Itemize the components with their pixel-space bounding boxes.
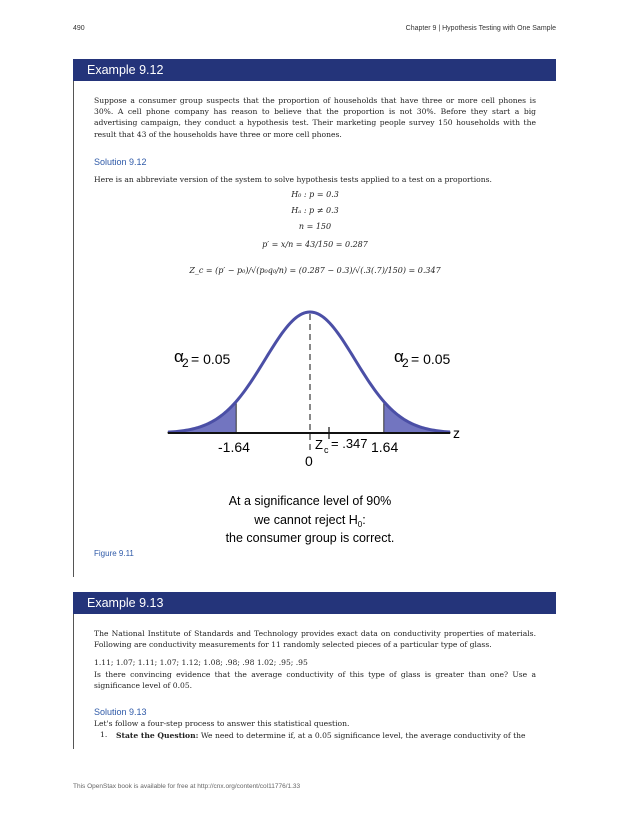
solution-912-title: Solution 9.12 <box>94 157 147 167</box>
axis-label-z: z <box>453 425 460 441</box>
conclusion-line-1: At a significance level of 90% <box>228 494 392 508</box>
right-tail-shade <box>384 401 450 433</box>
tick-label-left: -1.64 <box>218 439 250 455</box>
alpha-right-symbol: α <box>394 347 404 366</box>
alpha-left-value: = 0.05 <box>191 351 231 367</box>
chapter-title: Chapter 9 | Hypothesis Testing with One Sample <box>405 25 556 32</box>
step-1-heading: State the Question: <box>116 731 199 740</box>
figure-caption: Figure 9.11 <box>94 549 134 558</box>
alpha-right-denominator: 2 <box>402 356 409 370</box>
example-912-border <box>73 81 74 577</box>
equation-ha: Hₐ : p ≠ 0.3 <box>291 206 339 215</box>
equation-zc: Z_c = (p′ − p₀)/√(p₀q₀/n) = (0.287 − 0.3)/√(.3(.7)/150) = 0.347 <box>189 266 441 275</box>
page-footer: This OpenStax book is available for free at http://cnx.org/content/col11776/1.33 <box>73 783 301 790</box>
equation-h0: H₀ : p = 0.3 <box>291 190 339 199</box>
solution-912-intro: Here is an abbreviate version of the system to solve hypothesis tests applied to a test on a proportions. <box>94 175 492 184</box>
conclusion-line-2: we cannot reject $H_0$: <box>254 513 366 529</box>
zc-label: Z <box>315 437 323 452</box>
left-tail-shade <box>168 401 236 433</box>
zc-subscript: c <box>324 445 329 455</box>
equation-n: n = 150 <box>298 222 332 231</box>
alpha-left-symbol: α <box>174 347 184 366</box>
normal-curve-figure <box>160 300 470 550</box>
example-912-body: Suppose a consumer group suspects that the proportion of households that have three or more cell phones is 30%. A cell phone company has reason to believe that the proportion is not 30%. Before they start a big advertising campaign, they conduct a hypothesis test. Their marketing people survey 150 households with the result that 43 of the households have three or more cell phones. <box>94 96 536 139</box>
step-1-number: 1. <box>100 730 108 739</box>
alpha-left-denominator: 2 <box>182 356 189 370</box>
alpha-right-value: = 0.05 <box>411 351 451 367</box>
page-number: 490 <box>73 25 85 32</box>
example-913-body: The National Institute of Standards and Technology provides exact data on conductivity properties of materials. Following are conductivity measurements for 11 randomly selected pieces of a particular type of glass. <box>94 629 536 650</box>
zc-value: = .347 <box>331 436 368 451</box>
conclusion-line-3: the consumer group is correct. <box>225 531 395 545</box>
equation-p-prime: p′ = x/n = 43/150 = 0.287 <box>262 240 368 249</box>
example-913-question: Is there convincing evidence that the average conductivity of this type of glass is greater than one? Use a significance level of 0.05. <box>94 670 536 691</box>
example-913-border <box>73 614 74 749</box>
step-1 <box>116 730 536 741</box>
example-912-title: Example 9.12 <box>73 59 556 81</box>
step-1-text: We need to determine if, at a 0.05 significance level, the average conductivity of the <box>198 731 526 740</box>
tick-label-zero: 0 <box>305 453 313 469</box>
solution-913-intro: Let's follow a four-step process to answer this statistical question. <box>94 719 350 728</box>
solution-913-title: Solution 9.13 <box>94 707 147 717</box>
normal-curve <box>168 312 450 432</box>
tick-label-right: 1.64 <box>371 439 399 455</box>
example-913-data: 1.11; 1.07; 1.11; 1.07; 1.12; 1.08; .98; .98 1.02; .95; .95 <box>94 658 308 667</box>
example-913-title: Example 9.13 <box>73 592 556 614</box>
